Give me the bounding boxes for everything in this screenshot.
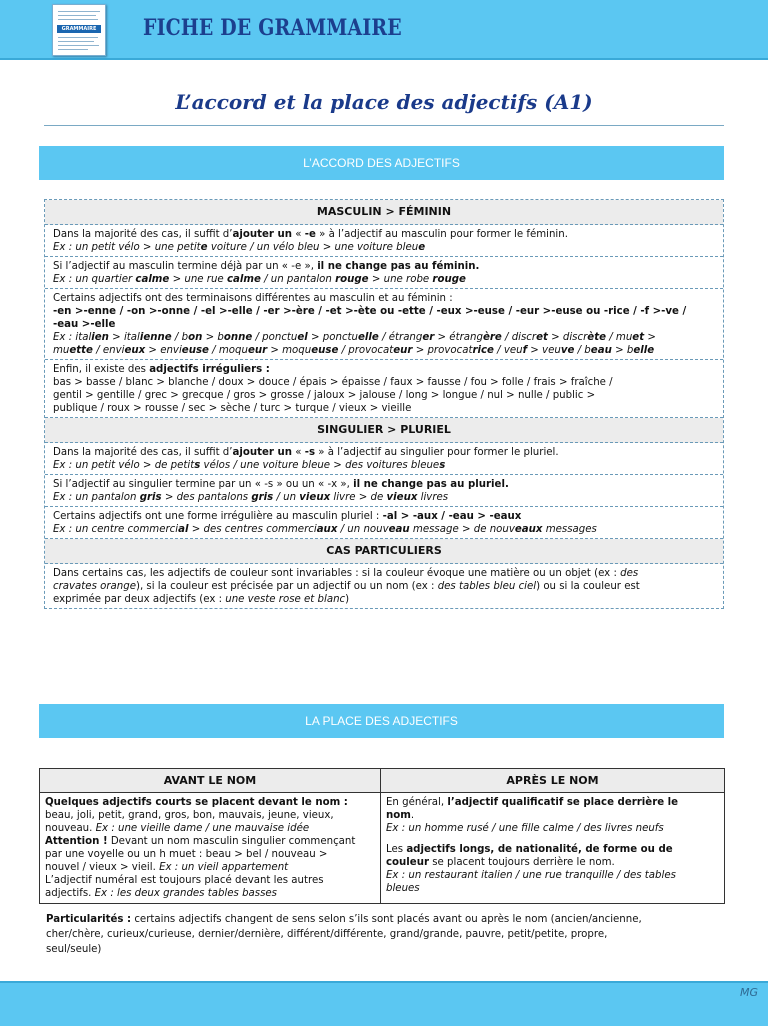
text-run: Ex : les deux grandes tables basses (94, 888, 277, 899)
text-run: gris (251, 492, 274, 503)
rule-text (53, 292, 715, 305)
particularites-text (46, 912, 722, 927)
text-run: / étrang (378, 332, 423, 343)
text-run: > moqu (267, 345, 312, 356)
apres-text (386, 882, 719, 895)
header-title: FICHE DE GRAMMAIRE (143, 15, 402, 41)
col-apres (381, 793, 724, 903)
text-run: adjectifs irréguliers : (149, 364, 270, 375)
rule-cell (45, 475, 723, 507)
place-table-header (40, 769, 724, 793)
rule-text (53, 363, 715, 376)
text-run: on (188, 332, 203, 343)
apres-text (386, 869, 719, 882)
text-run: Ex : un quartier (53, 274, 136, 285)
text-run: Attention ! (45, 836, 108, 847)
text-run: ve (560, 345, 575, 356)
rule-endings (53, 318, 715, 331)
text-run: / veu (493, 345, 523, 356)
text-run: Ex : ital (53, 332, 92, 343)
text-run: ajouter un (232, 447, 292, 458)
text-run: voiture / un vélo bleu > une voiture bleu (207, 242, 419, 253)
text-run: ète (587, 332, 606, 343)
text-run: Ex : un pantalon (53, 492, 140, 503)
rule-text (53, 593, 715, 606)
place-table-body (40, 793, 724, 903)
text-run: « (292, 447, 305, 458)
page-title: L’accord et la place des adjectifs (A1) (175, 90, 593, 114)
col-avant (40, 793, 381, 903)
text-run: Dans certains cas, les adjectifs de couleur sont invariables : si la couleur évoque une matière ou un objet (ex : (53, 568, 621, 579)
text-run: > envi (145, 345, 182, 356)
text-run: calme (135, 274, 170, 285)
text-run: > étrang (434, 332, 483, 343)
text-run: et (536, 332, 548, 343)
rule-example (53, 344, 715, 357)
text-run: calme (226, 274, 261, 285)
text-run: couleur (386, 857, 429, 868)
rule-example (53, 273, 715, 286)
text-run: certains adjectifs changent de sens selon s’ils sont placés avant ou après le nom (ancien/ancienne, (131, 914, 642, 925)
text-run: / moqu (208, 345, 248, 356)
apres-text (386, 809, 719, 822)
text-run: Si l’adjectif au singulier termine par un « -s » ou un « -x », (53, 479, 354, 490)
rule-list (53, 376, 715, 389)
text-run: ), si la couleur est précisée par un adjectif ou un nom (ex : (135, 581, 438, 592)
text-run: cher/chère, curieux/curieuse, dernier/dernière, différent/différente, grand/grande, pauvre, petit/petite, propre, (46, 929, 608, 940)
text-run: il ne change pas au féminin. (317, 261, 480, 272)
text-run: nouveau. (45, 823, 96, 834)
text-run: rice (472, 345, 494, 356)
text-run: > b (202, 332, 224, 343)
text-run: Ex : un petit vélo > une petit (53, 242, 201, 253)
text-run: adjectifs longs, de nationalité, de forme ou de (406, 844, 673, 855)
text-run: des (620, 568, 639, 579)
text-run: rouge (432, 274, 466, 285)
text-run: Les (386, 844, 407, 855)
footer-signature: MG (739, 986, 758, 999)
rule-cell (45, 225, 723, 257)
text-run: -al > -aux / -eau > -eaux (382, 511, 522, 522)
text-run: il ne change pas au pluriel. (353, 479, 509, 490)
text-run: Ex : un petit vélo > de petit (53, 460, 195, 471)
text-run: > des pantalons (161, 492, 252, 503)
rule-list (53, 389, 715, 402)
avant-text (45, 822, 375, 835)
text-run: Dans la majorité des cas, il suffit d’ (53, 447, 233, 458)
rule-text (53, 580, 715, 593)
text-run: Enfin, il existe des (53, 364, 150, 375)
logo-line (58, 49, 88, 50)
text-run: Ex : un homme rusé / une fille calme / des livres neufs (386, 823, 664, 834)
rule-list (53, 402, 715, 415)
text-run: livre > de (330, 492, 387, 503)
table-header-sing-plur: SINGULIER > PLURIEL (45, 418, 723, 443)
text-run: > provocat (412, 345, 473, 356)
text-run: / b (574, 345, 591, 356)
text-run: Ex : un restaurant italien / une rue tranquille / des tables (386, 870, 676, 881)
text-run: > des centres commerci (188, 524, 317, 535)
rule-text (53, 478, 715, 491)
footer-bar (0, 981, 768, 1026)
text-run: beau, joli, petit, grand, gros, bon, mauvais, jeune, vieux, (45, 810, 334, 821)
text-run: > ital (108, 332, 140, 343)
text-run: bleues (386, 883, 420, 894)
text-run: / ponctu (252, 332, 298, 343)
text-run: exprimée par deux adjectifs (ex : (53, 594, 226, 605)
text-run: nom (386, 810, 411, 821)
text-run: messages (542, 524, 597, 535)
col-header-apres: APRÈS LE NOM (506, 774, 599, 787)
text-run: > discr (547, 332, 588, 343)
rule-example (53, 331, 715, 344)
text-run: eux (124, 345, 146, 356)
text-run: vélos / une voiture bleue > des voitures bleue (200, 460, 440, 471)
rule-example (53, 523, 715, 536)
text-run: / provocat (338, 345, 394, 356)
logo (52, 4, 106, 56)
text-run: eur (247, 345, 268, 356)
particularites-text (46, 927, 722, 942)
text-run: Certains adjectifs ont des terminaisons différentes au masculin et au féminin : (53, 293, 453, 304)
rule-cell (45, 257, 723, 289)
text-run: Dans la majorité des cas, il suffit d’ (53, 229, 233, 240)
text-run: eaux (514, 524, 543, 535)
apres-text (386, 843, 719, 856)
text-run: Particularités : (46, 914, 132, 925)
text-run: / un pantalon (260, 274, 336, 285)
text-run: ienne (139, 332, 172, 343)
text-run: euse (181, 345, 209, 356)
logo-line (58, 15, 96, 16)
rule-example (53, 491, 715, 504)
section-band-place: LA PLACE DES ADJECTIFS (39, 704, 724, 738)
text-run: ) ou si la couleur est (536, 581, 640, 592)
text-run: > une rue (169, 274, 227, 285)
text-run: Devant un nom masculin singulier commençant (107, 836, 356, 847)
text-run: Ex : un centre commerci (53, 524, 179, 535)
rule-cell (45, 564, 723, 608)
text-run: rouge (335, 274, 369, 285)
text-run: gentil > gentille / grec > grecque / gros > grosse / jaloux > jalouse / long > longue / nul > nulle / public > (53, 390, 596, 401)
text-run: elle (633, 345, 655, 356)
text-run: des tables bleu ciel (437, 581, 537, 592)
rule-endings (53, 305, 715, 318)
text-run: ) (345, 594, 350, 605)
logo-banner: GRAMMAIRE (57, 25, 101, 33)
logo-line (58, 19, 98, 20)
text-run: Certains adjectifs ont une forme irrégulière au masculin pluriel : (53, 511, 383, 522)
text-run: publique / roux > rousse / sec > sèche / turc > turque / vieux > vieille (53, 403, 412, 414)
text-run: f (522, 345, 528, 356)
text-run: ère (482, 332, 502, 343)
avant-text (45, 887, 375, 900)
logo-line (58, 11, 100, 12)
text-run: message > de nouv (409, 524, 515, 535)
text-run: / un nouv (337, 524, 389, 535)
rule-example (53, 459, 715, 472)
text-run: Ex : un vieil appartement (159, 862, 289, 873)
text-run: se placent toujours derrière le nom. (428, 857, 615, 868)
avant-text (45, 861, 375, 874)
text-run: mu (53, 345, 70, 356)
avant-text (45, 848, 375, 861)
text-run: er (422, 332, 435, 343)
rule-text (53, 260, 715, 273)
text-run: / un (273, 492, 300, 503)
apres-text (386, 856, 719, 869)
text-run: vieux (299, 492, 331, 503)
place-table (39, 768, 725, 904)
header-bar (0, 0, 768, 60)
table-header-masc-fem: MASCULIN > FÉMININ (45, 200, 723, 225)
text-run: bas > basse / blanc > blanche / doux > douce / épais > épaisse / faux > fausse / fou > folle / frais > fraîche / (53, 377, 613, 388)
text-run: > b (611, 345, 634, 356)
text-run: nouvel / vieux > vieil. (45, 862, 160, 873)
accord-table (44, 199, 724, 609)
text-run: -en >-enne / -on >-onne / -el >-elle / -er >-ère / -et >-ète ou -ette / -eux >-euse / -eur >-euse ou -rice / -f >-ve / (53, 306, 687, 317)
text-run: > veu (527, 345, 561, 356)
text-run: e (418, 242, 426, 253)
apres-text (386, 796, 719, 809)
col-header-avant: AVANT LE NOM (40, 769, 381, 792)
title-divider (44, 125, 724, 126)
logo-line (58, 45, 99, 46)
text-run: > une robe (368, 274, 433, 285)
spacer (386, 835, 719, 843)
particularites (46, 912, 722, 957)
text-run: vieux (386, 492, 418, 503)
text-run: / b (171, 332, 189, 343)
avant-text (45, 874, 375, 887)
text-run: . (410, 810, 415, 821)
text-run: gris (139, 492, 162, 503)
text-run: eur (393, 345, 413, 356)
text-run: -s (304, 447, 316, 458)
text-run: L’adjectif numéral est toujours placé devant les autres (45, 875, 324, 886)
particularites-text (46, 942, 722, 957)
table-header-cas: CAS PARTICULIERS (45, 539, 723, 564)
text-run: par une voyelle ou un h muet : beau > bel / nouveau > (45, 849, 328, 860)
logo-line (58, 37, 98, 38)
rule-cell (45, 289, 723, 360)
text-run: > ponctu (307, 332, 359, 343)
rule-text (53, 446, 715, 459)
text-run: » à l’adjectif au masculin pour former le féminin. (315, 229, 568, 240)
rule-text (53, 228, 715, 241)
text-run: s (194, 460, 201, 471)
text-run: aux (316, 524, 338, 535)
rule-text (53, 567, 715, 580)
logo-line (58, 41, 94, 42)
apres-text (386, 822, 719, 835)
text-run: En général, (386, 797, 448, 808)
text-run: Si l’adjectif au masculin termine déjà par un « -e », (53, 261, 318, 272)
avant-text (45, 809, 375, 822)
text-run: une veste rose et blanc (225, 594, 346, 605)
avant-text (45, 835, 375, 848)
text-run: elle (358, 332, 379, 343)
text-run: » à l’adjectif au singulier pour former le pluriel. (315, 447, 559, 458)
text-run: ajouter un (232, 229, 292, 240)
text-run: s (439, 460, 446, 471)
rule-example (53, 241, 715, 254)
text-run: eau (590, 345, 612, 356)
avant-text (45, 796, 375, 809)
text-run: eau (388, 524, 410, 535)
text-run: / envi (92, 345, 125, 356)
rule-cell (45, 443, 723, 475)
text-run: et (632, 332, 645, 343)
text-run: livres (417, 492, 449, 503)
text-run: cravates orange (53, 581, 136, 592)
text-run: « (292, 229, 305, 240)
text-run: euse (311, 345, 339, 356)
text-run: l’adjectif qualificatif se place derrière le (447, 797, 679, 808)
text-run: adjectifs. (45, 888, 95, 899)
text-run: Ex : une vieille dame / une mauvaise idée (95, 823, 310, 834)
rule-text (53, 510, 715, 523)
text-run: ette (69, 345, 93, 356)
text-run: ien (91, 332, 109, 343)
text-run: / mu (606, 332, 633, 343)
text-run: / discr (501, 332, 537, 343)
text-run: onne (223, 332, 253, 343)
text-run: seul/seule) (46, 944, 102, 955)
text-run: > (644, 332, 656, 343)
text-run: e (200, 242, 208, 253)
text-run: Quelques adjectifs courts se placent devant le nom : (45, 797, 348, 808)
text-run: -e (304, 229, 316, 240)
text-run: al (178, 524, 189, 535)
section-band-accord: L’ACCORD DES ADJECTIFS (39, 146, 724, 180)
rule-cell (45, 507, 723, 539)
text-run: -eau >-elle (53, 319, 116, 330)
text-run: el (297, 332, 308, 343)
rule-cell (45, 360, 723, 418)
